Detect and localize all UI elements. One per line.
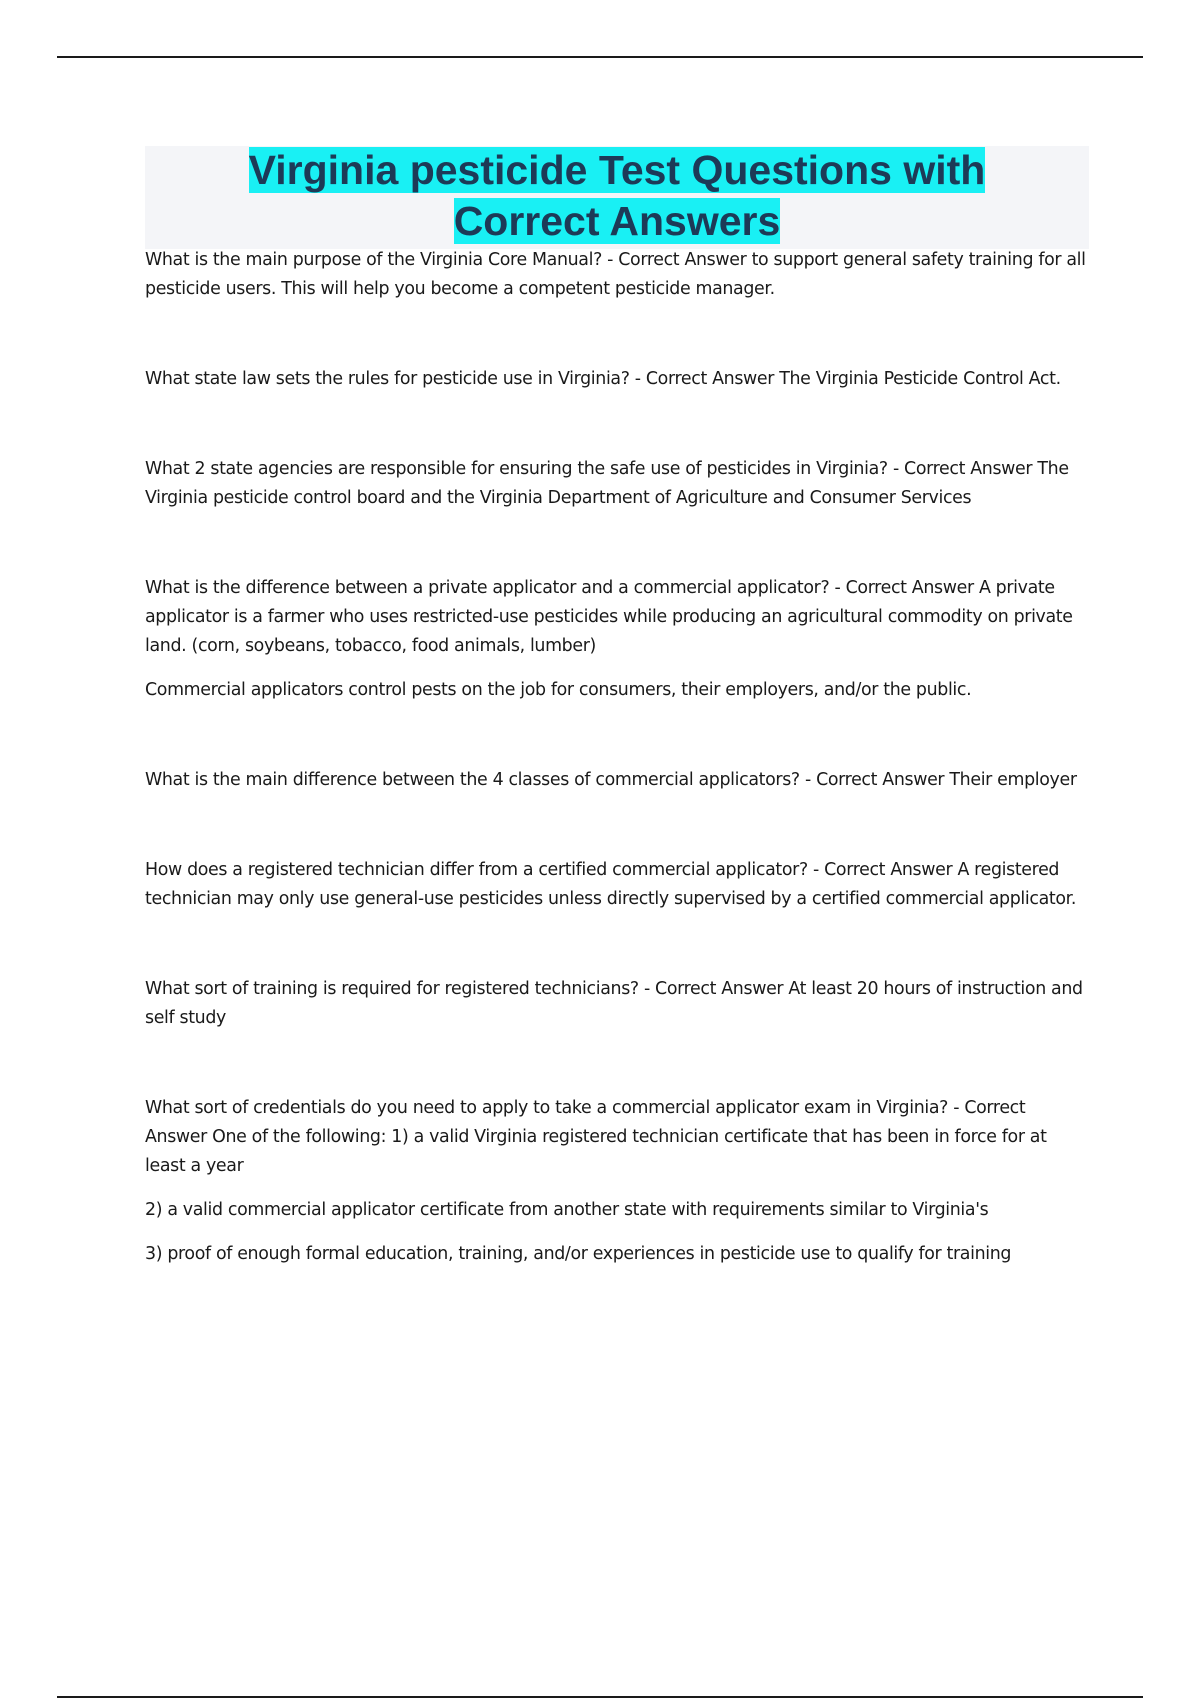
- qa-continuation: Commercial applicators control pests on the job for consumers, their employers, and/or the public.: [145, 680, 972, 700]
- qa-text: What is the main difference between the 4 classes of commercial applicators? - Correct Answer Their employer: [145, 770, 1077, 790]
- bottom-rule: [57, 1696, 1143, 1698]
- qa-continuation: 3) proof of enough formal education, training, and/or experiences in pesticide use to qualify for training: [145, 1244, 1012, 1264]
- qa-item: [145, 246, 1090, 304]
- qa-text: What state law sets the rules for pesticide use in Virginia? - Correct Answer The Virginia Pesticide Control Act.: [145, 369, 1061, 389]
- qa-item: [145, 856, 1090, 914]
- qa-text: What sort of credentials do you need to apply to take a commercial applicator exam in Virginia? - Correct Answer One of the following: 1) a valid Virginia registered technician certificate that has been in force for at least a year: [145, 1098, 1047, 1176]
- qa-item: [145, 975, 1090, 1033]
- qa-item: [145, 574, 1090, 705]
- qa-text: What 2 state agencies are responsible for ensuring the safe use of pesticides in Virginia? - Correct Answer The Virginia pesticide control board and the Virginia Department of Agriculture and Consumer Services: [145, 459, 1069, 508]
- qa-item: [145, 766, 1090, 795]
- document-title-line-1: Virginia pesticide Test Questions with: [248, 147, 986, 193]
- qa-text: What is the main purpose of the Virginia Core Manual? - Correct Answer to support general safety training for all pesticide users. This will help you become a competent pesticide manager.: [145, 250, 1086, 299]
- qa-item: [145, 365, 1090, 394]
- qa-text: What is the difference between a private applicator and a commercial applicator? - Correct Answer A private applicator is a farmer who uses restricted-use pesticides while producing an agricultural commodity on private land. (corn, soybeans, tobacco, food animals, lumber): [145, 578, 1073, 656]
- qa-list: [145, 246, 1090, 1269]
- qa-continuation: 2) a valid commercial applicator certificate from another state with requirements similar to Virginia's: [145, 1200, 989, 1220]
- top-rule: [57, 56, 1143, 58]
- qa-text: How does a registered technician differ from a certified commercial applicator? - Correct Answer A registered technician may only use general-use pesticides unless directly supervised by a certified commercial applicator.: [145, 860, 1077, 909]
- qa-text: What sort of training is required for registered technicians? - Correct Answer At least 20 hours of instruction and self study: [145, 979, 1083, 1028]
- qa-item: [145, 1094, 1090, 1269]
- document-title-line-2: Correct Answers: [453, 198, 781, 244]
- qa-item: [145, 455, 1090, 513]
- document-title: [145, 145, 1089, 247]
